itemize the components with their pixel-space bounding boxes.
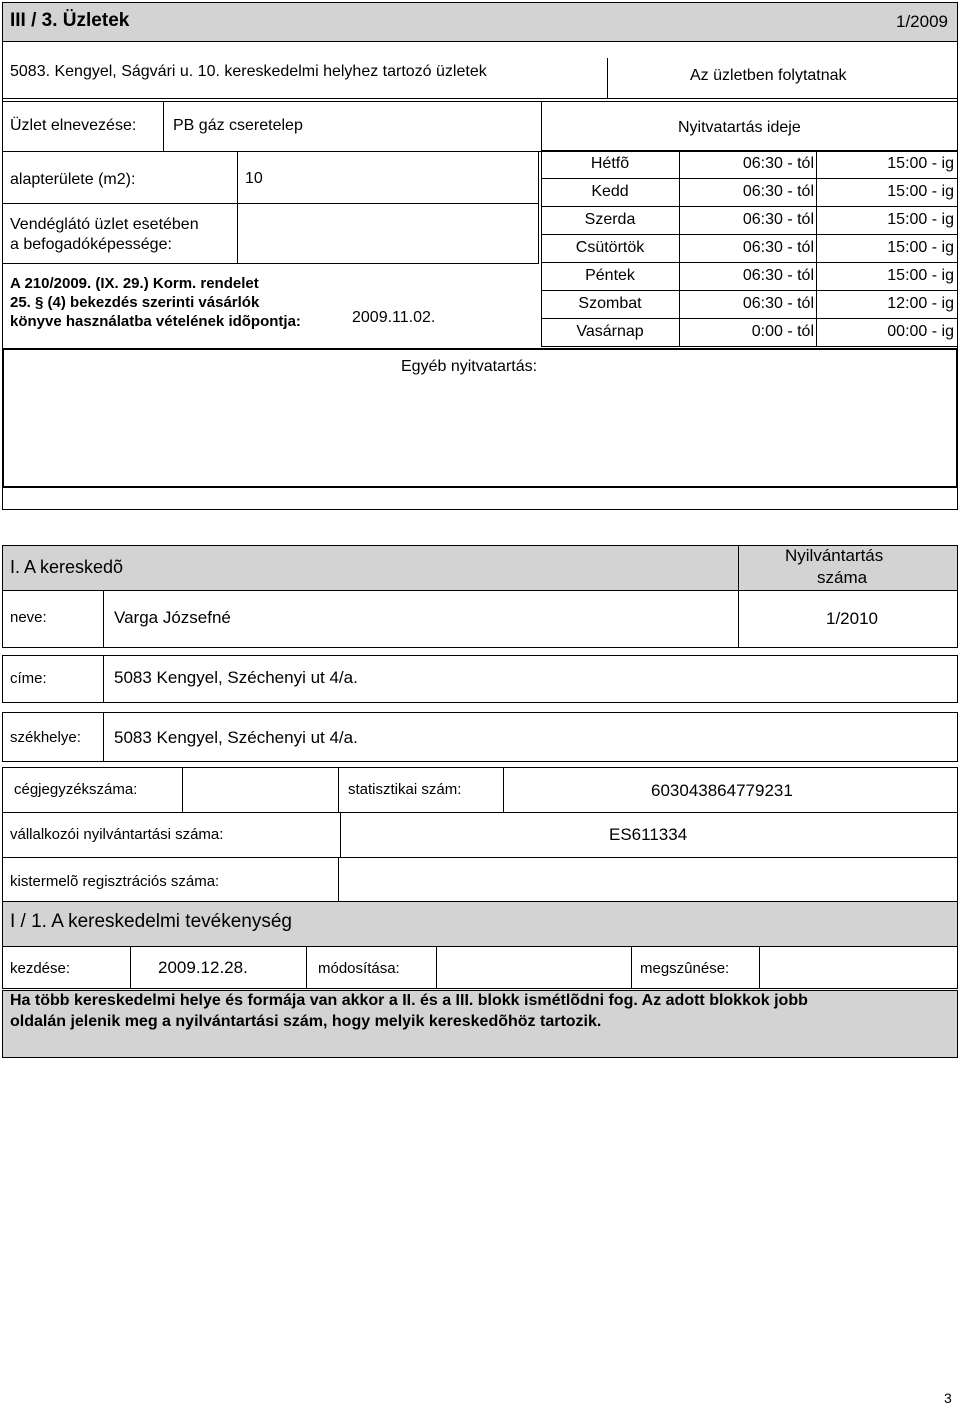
hours-to: 15:00 - ig xyxy=(887,155,954,172)
trader-address-label: címe: xyxy=(10,670,47,687)
shop-name-cell xyxy=(2,101,958,152)
hours-to: 15:00 - ig xyxy=(887,211,954,228)
decree-line-1: A 210/2009. (IX. 29.) Korm. rendelet xyxy=(10,275,259,292)
hours-day: Szombat xyxy=(578,295,642,312)
address-line: 5083. Kengyel, Ságvári u. 10. kereskedelmi helyhez tartozó üzletek xyxy=(10,63,487,80)
hours-from: 06:30 - tól xyxy=(742,211,814,228)
shop-name-label: Üzlet elnevezése: xyxy=(10,117,137,134)
entrepreneur-value: ES611334 xyxy=(609,825,688,844)
decree-line-3: könyve használatba vételének idõpontja: xyxy=(10,313,301,330)
reg-header-1: Nyilvántartás xyxy=(785,546,884,565)
area-label: alapterülete (m2): xyxy=(10,171,136,188)
hours-from: 06:30 - tól xyxy=(742,295,814,312)
activity-dates-row xyxy=(2,947,958,989)
hours-from: 0:00 - tól xyxy=(751,323,814,340)
capacity-row xyxy=(2,204,539,264)
trader-name-value: Varga Józsefné xyxy=(114,608,231,627)
hours-row-divider xyxy=(541,318,958,319)
entrepreneur-label: vállalkozói nyilvántartási száma: xyxy=(10,826,224,843)
hours-from: 06:30 - tól xyxy=(742,155,814,172)
producer-label: kistermelõ regisztrációs száma: xyxy=(10,873,220,890)
start-label: kezdése: xyxy=(10,960,71,977)
trader-seat-label: székhelye: xyxy=(10,729,81,746)
hours-day: Kedd xyxy=(591,183,629,200)
area-value: 10 xyxy=(245,170,263,187)
capacity-label-1: Vendéglátó üzlet esetében xyxy=(10,216,199,233)
hours-row-divider xyxy=(541,206,958,207)
hours-day: Szerda xyxy=(584,211,636,228)
page-number: 3 xyxy=(944,1390,952,1406)
decree-date: 2009.11.02. xyxy=(352,309,436,326)
trader-title: I. A kereskedõ xyxy=(10,557,124,577)
company-reg-label: cégjegyzékszáma: xyxy=(14,781,138,798)
hours-to: 00:00 - ig xyxy=(887,323,954,340)
hours-to: 15:00 - ig xyxy=(887,267,954,284)
hours-row-divider xyxy=(541,178,958,179)
capacity-label-2: a befogadóképessége: xyxy=(10,236,172,253)
hours-day: Hétfõ xyxy=(590,155,630,172)
stat-label: statisztikai szám: xyxy=(348,781,462,798)
hours-to: 15:00 - ig xyxy=(887,239,954,256)
hours-row-divider xyxy=(541,262,958,263)
hours-from: 06:30 - tól xyxy=(742,183,814,200)
hours-from: 06:30 - tól xyxy=(742,267,814,284)
hours-day: Csütörtök xyxy=(575,239,645,256)
hours-day: Vasárnap xyxy=(576,323,644,340)
hours-row-divider xyxy=(541,290,958,291)
note-text: Ha több kereskedelmi helye és formája van akkor a II. és a III. blokk ismétlõdni fog. Az adott blokkok jobb oldalán jelenik meg a nyilvántartási szám, hogy melyik kereskedõhöz tartozik. xyxy=(10,992,808,1030)
hours-row-divider xyxy=(541,234,958,235)
stat-value: 603043864779231 xyxy=(651,781,793,800)
shops-title: III / 3. Üzletek xyxy=(10,10,130,31)
shop-name-value: PB gáz cseretelep xyxy=(173,117,303,134)
company-stat-row xyxy=(2,767,958,813)
shops-title-bar xyxy=(3,3,957,42)
trader-address-value: 5083 Kengyel, Széchenyi ut 4/a. xyxy=(114,668,358,687)
mod-label: módosítása: xyxy=(318,960,400,977)
decree-line-2: 25. § (4) bekezdés szerinti vásárlók xyxy=(10,294,260,311)
end-label: megszûnése: xyxy=(640,960,730,977)
start-value: 2009.12.28. xyxy=(158,958,248,977)
hours-from: 06:30 - tól xyxy=(742,239,814,256)
other-hours-label: Egyéb nyitvatartás: xyxy=(401,358,538,375)
reg-header-2: száma xyxy=(817,568,868,587)
hours-to: 15:00 - ig xyxy=(887,183,954,200)
activity-title: I / 1. A kereskedelmi tevékenység xyxy=(10,911,292,932)
hours-to: 12:00 - ig xyxy=(887,295,954,312)
shops-number: 1/2009 xyxy=(896,12,948,31)
trader-name-label: neve: xyxy=(10,609,47,626)
trader-seat-value: 5083 Kengyel, Széchenyi ut 4/a. xyxy=(114,728,358,747)
hours-day: Péntek xyxy=(585,267,635,284)
activity-header: Az üzletben folytatnak xyxy=(690,67,847,84)
trader-reg-number: 1/2010 xyxy=(826,609,878,628)
hours-header: Nyitvatartás ideje xyxy=(678,119,801,136)
